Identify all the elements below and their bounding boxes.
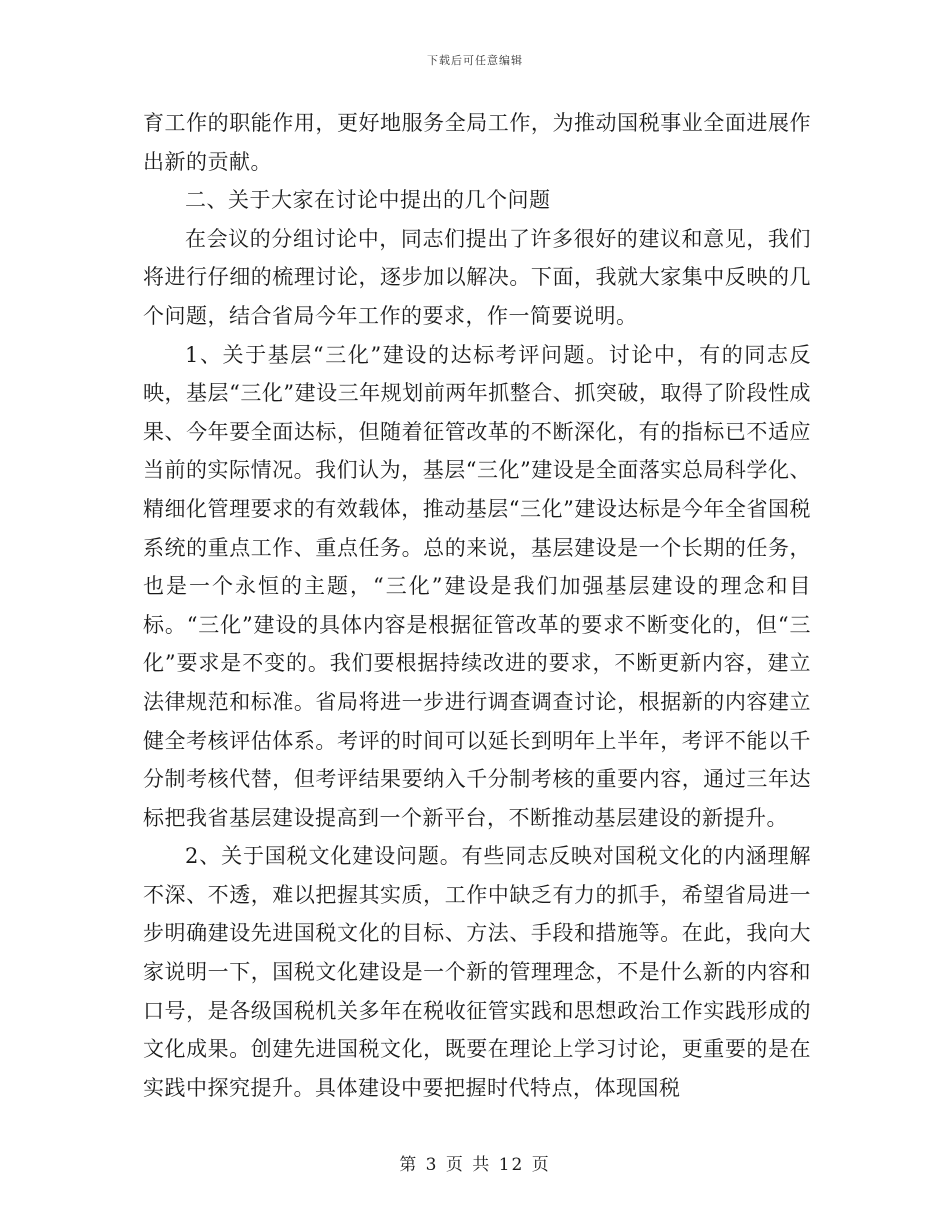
paragraph-intro: 在会议的分组讨论中，同志们提出了许多很好的建议和意见，我们将进行仔细的梳理讨论，逐步加以解决。下面，我就大家集中反映的几个问题，结合省局今年工作的要求，作一简要说明。 (143, 226, 811, 328)
page-footer: 第 3 页 共 12 页 (399, 1155, 551, 1175)
page-header: 下载后可任意编辑 (427, 54, 523, 67)
paragraph-continuation: 育工作的职能作用，更好地服务全局工作，为推动国税事业全面进展作出新的贡献。 (143, 111, 811, 174)
document-body (143, 104, 811, 1107)
paragraph-item-1: 1、关于基层“三化”建设的达标考评问题。讨论中，有的同志反映，基层“三化”建设三年规划前两年抓整合、抓突破，取得了阶段性成果、今年要全面达标，但随着征管改革的不断深化，有的指标已不适应当前的实际情况。我们认为，基层“三化”建设是全面落实总局科学化、精细化管理要求的有效载体，推动基层“三化”建设达标是今年全省国税系统的重点工作、重点任务。总的来说，基层建设是一个长期的任务，也是一个永恒的主题，“三化”建设是我们加强基层建设的理念和目标。“三化”建设的具体内容是根据征管改革的要求不断变化的，但“三化”要求是不变的。我们要根据持续改进的要求，不断更新内容，建立法律规范和标准。省局将进一步进行调查调查讨论，根据新的内容建立健全考核评估体系。考评的时间可以延长到明年上半年，考评不能以千分制考核代替，但考评结果要纳入千分制考核的重要内容，通过三年达标把我省基层建设提高到一个新平台，不断推动基层建设的新提升。 (143, 342, 811, 830)
paragraph-item-2: 2、关于国税文化建设问题。有些同志反映对国税文化的内涵理解不深、不透，难以把握其实质，工作中缺乏有力的抓手，希望省局进一步明确建设先进国税文化的目标、方法、手段和措施等。在此，我向大家说明一下，国税文化建设是一个新的管理理念，不是什么新的内容和口号，是各级国税机关多年在税收征管实践和思想政治工作实践形成的文化成果。创建先进国税文化，既要在理论上学习讨论，更重要的是在实践中探究提升。具体建设中要把握时代特点，体现国税 (143, 844, 811, 1100)
section-heading: 二、关于大家在讨论中提出的几个问题 (185, 188, 551, 213)
